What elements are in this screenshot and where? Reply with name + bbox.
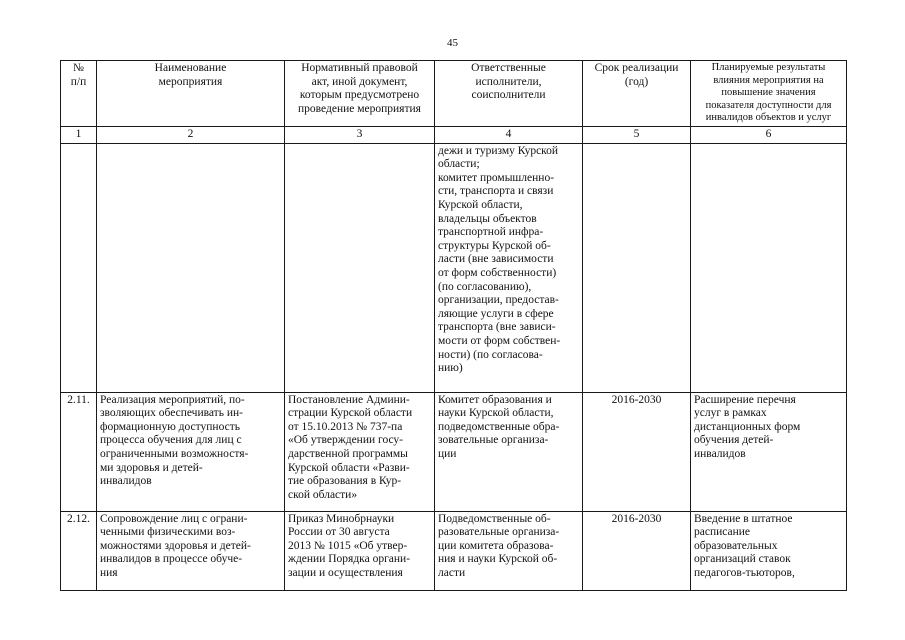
executors-cell: Подведомственные об- разовательные организа- ции комитета образова- ния и науки Курской об- ласти [435, 511, 583, 590]
period-cell [583, 143, 691, 392]
measures-table [60, 60, 847, 591]
executors-cell: дежи и туризму Курской области; комитет промышленно- сти, транспорта и связи Курской области, владельцы объектов транспортной инфра- структуры Курской об- ласти (вне зависимости от форм собственности) (по согласованию), организации, предостав- ляющие услуги в сфере транспорта (вне зависи- мости от форм собствен- ности) (по согласова- нию) [435, 143, 583, 392]
legal-act-cell: Приказ Минобрнауки России от 30 августа 2013 № 1015 «Об утвер- ждении Порядка органи- зации и осуществления [285, 511, 435, 590]
legal-act-cell [285, 143, 435, 392]
column-number: 5 [583, 127, 691, 144]
header-number: № п/п [61, 61, 97, 127]
period-cell: 2016-2030 [583, 511, 691, 590]
column-number: 2 [97, 127, 285, 144]
results-cell: Расширение перечня услуг в рамках дистанционных форм обучения детей- инвалидов [691, 392, 847, 511]
measure-name-cell [97, 143, 285, 392]
measure-name-cell: Реализация мероприятий, по- зволяющих обеспечивать ин- формационную доступность процесса обучения для лиц с ограниченными возможностя- ми здоровья и детей- инвалидов [97, 392, 285, 511]
column-number-row [61, 127, 847, 144]
row-number-cell [61, 143, 97, 392]
header-results: Планируемые результаты влияния мероприятия на повышение значения показателя доступности для инвалидов объектов и услуг [691, 61, 847, 127]
table-header-row [61, 61, 847, 127]
column-number: 1 [61, 127, 97, 144]
results-cell [691, 143, 847, 392]
header-legal-act: Нормативный правовой акт, иной документ, которым предусмотрено проведение мероприятия [285, 61, 435, 127]
results-cell: Введение в штатное расписание образовательных организаций ставок педагогов-тьюторов, [691, 511, 847, 590]
column-number: 3 [285, 127, 435, 144]
table-row [61, 511, 847, 590]
row-number-cell: 2.12. [61, 511, 97, 590]
legal-act-cell: Постановление Админи- страции Курской области от 15.10.2013 № 737-па «Об утверждении госу- дарственной программы Курской области «Разви- тие образования в Кур- ской области» [285, 392, 435, 511]
executors-cell: Комитет образования и науки Курской области, подведомственные обра- зовательные организа- ции [435, 392, 583, 511]
period-cell: 2016-2030 [583, 392, 691, 511]
header-executors: Ответственные исполнители, соисполнители [435, 61, 583, 127]
column-number: 4 [435, 127, 583, 144]
measure-name-cell: Сопровождение лиц с ограни- ченными физическими воз- можностями здоровья и детей- инвалидов в процессе обуче- ния [97, 511, 285, 590]
column-number: 6 [691, 127, 847, 144]
page-number: 45 [447, 37, 458, 49]
table-row [61, 392, 847, 511]
header-period: Срок реализации (год) [583, 61, 691, 127]
table-row [61, 143, 847, 392]
row-number-cell: 2.11. [61, 392, 97, 511]
header-measure-name: Наименование мероприятия [97, 61, 285, 127]
